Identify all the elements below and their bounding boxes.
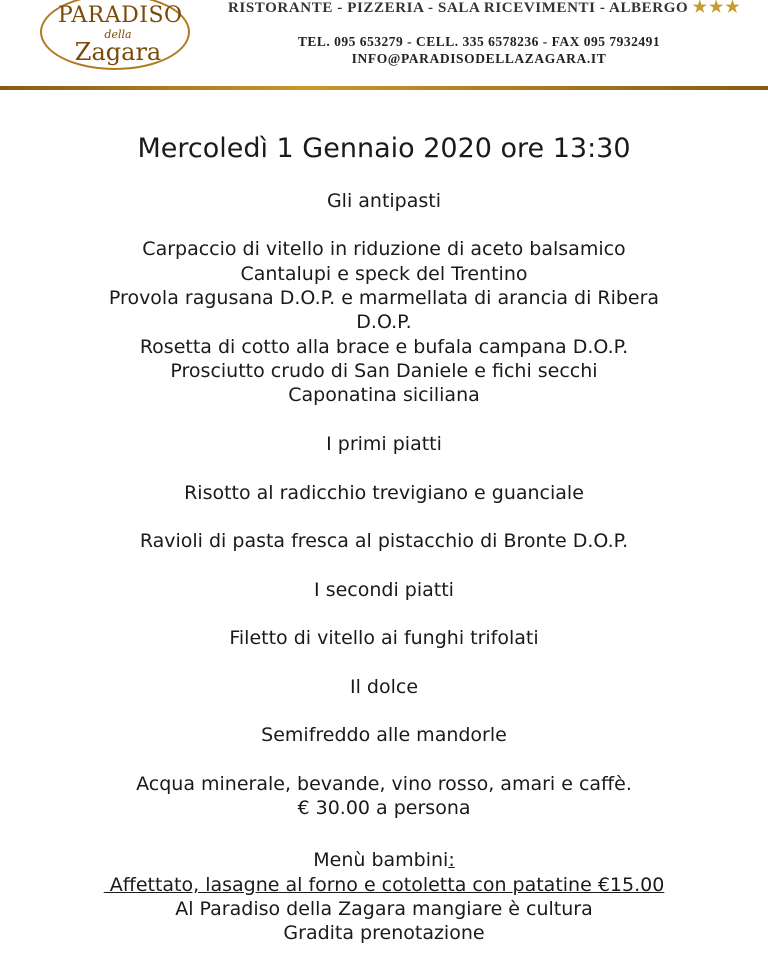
logo-text-middle: della	[104, 28, 132, 41]
section-heading-secondi: I secondi piatti	[314, 579, 454, 601]
menu-item: Risotto al radicchio trevigiano e guanciale	[184, 482, 584, 504]
menu-item: Carpaccio di vitello in riduzione di aceto balsamico	[142, 238, 626, 260]
menu-item: D.O.P.	[356, 311, 412, 333]
menu-item: Cantalupi e speck del Trentino	[240, 263, 528, 285]
kids-menu-items	[0, 873, 768, 897]
tagline-text: RISTORANTE - PIZZERIA - SALA RICEVIMENTI - ALBERGO	[228, 0, 689, 16]
contact-numbers: TEL. 095 653279 - CELL. 335 6578236 - FAX 095 7932491	[297, 34, 661, 49]
price-per-person: € 30.00 a persona	[297, 797, 471, 819]
section-heading-dolce: Il dolce	[349, 676, 419, 698]
menu-item: Semifreddo alle mandorle	[261, 724, 507, 746]
menu-item: Rosetta di cotto alla brace e bufala campana D.O.P.	[139, 336, 629, 358]
star-rating-icon: ★★★	[692, 0, 742, 16]
letterhead	[0, 0, 768, 90]
menu-item: Ravioli di pasta fresca al pistacchio di Bronte D.O.P.	[139, 530, 629, 552]
menu-item: Provola ragusana D.O.P. e marmellata di arancia di Ribera	[108, 287, 660, 309]
section-heading-primi: I primi piatti	[326, 433, 442, 455]
booking-note: Gradita prenotazione	[283, 922, 485, 944]
menu-item: Caponatina siciliana	[288, 384, 480, 406]
section-heading-antipasti: Gli antipasti	[326, 190, 442, 212]
drinks-included: Acqua minerale, bevande, vino rosso, amari e caffè.	[136, 773, 632, 795]
event-title: Mercoledì 1 Gennaio 2020 ore 13:30	[137, 133, 631, 164]
menu-item: Filetto di vitello ai funghi trifolati	[229, 627, 539, 649]
kids-menu-text: Affettato, lasagne al forno e cotoletta con patatine €15.00	[103, 874, 665, 896]
logo-text-top: PARADISO	[58, 3, 183, 28]
business-tagline	[228, 0, 768, 17]
kids-menu-heading	[0, 848, 768, 872]
header-divider	[0, 86, 768, 90]
contact-email: INFO@PARADISODELLAZAGARA.IT	[351, 51, 607, 66]
logo-text-bottom: Zagara	[74, 38, 162, 66]
kids-menu-colon: :	[448, 849, 455, 871]
motto: Al Paradiso della Zagara mangiare è cultura	[175, 898, 593, 920]
menu-item: Prosciutto crudo di San Daniele e fichi secchi	[170, 360, 598, 382]
kids-menu-label: Menù bambini	[313, 849, 449, 871]
restaurant-logo	[40, 0, 194, 76]
